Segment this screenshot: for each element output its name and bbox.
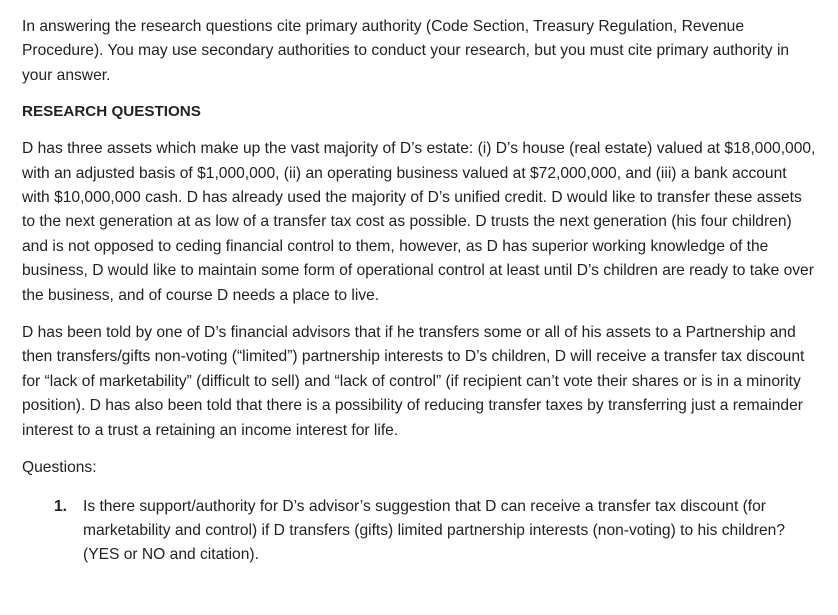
section-heading: RESEARCH QUESTIONS (22, 103, 201, 121)
question-list (22, 495, 816, 568)
question-text: Is there support/authority for D’s advisor’s suggestion that D can receive a transfer tax discount (for marketability and control) if D transfers (gifts) limited partnership interests (non-voting) to his children? (YES or NO and citation). (83, 497, 786, 564)
intro-paragraph: In answering the research questions cite primary authority (Code Section, Treasury Regulation, Revenue Procedure). You may use secondary authorities to conduct your research, but you must cite primary authority in your answer. (22, 18, 790, 84)
question-number: 1. (54, 497, 68, 515)
questions-label: Questions: (22, 459, 97, 477)
list-item (22, 495, 816, 568)
advisor-paragraph: D has been told by one of D’s financial advisors that if he transfers some or all of his assets to a Partnership and then transfers/gifts non-voting (“limited”) partnership interests to D’s children, D will receive a transfer tax discount for “lack of marketability” (difficult to sell) and “lack of control” (if recipient can’t vote their shares or is in a minority position). D has also been told that there is a possibility of reducing transfer taxes by transferring just a remainder interest to a trust a retaining an income interest for life. (22, 324, 805, 439)
scenario-paragraph: D has three assets which make up the vast majority of D’s estate: (i) D’s house (real estate) valued at $18,000,000, with an adjusted basis of $1,000,000, (ii) an operating business valued at $72,000,000, and (iii) a bank account with $10,000,000 cash. D has already used the majority of D’s unified credit. D would like to transfer these assets to the next generation at as low of a transfer tax cost as possible. D trusts the next generation (his four children) and is not opposed to ceding financial control to them, however, as D has superior working knowledge of the business, D would like to maintain some form of operational control at least until D’s children are ready to take over the business, and of course D needs a place to live. (22, 140, 816, 304)
